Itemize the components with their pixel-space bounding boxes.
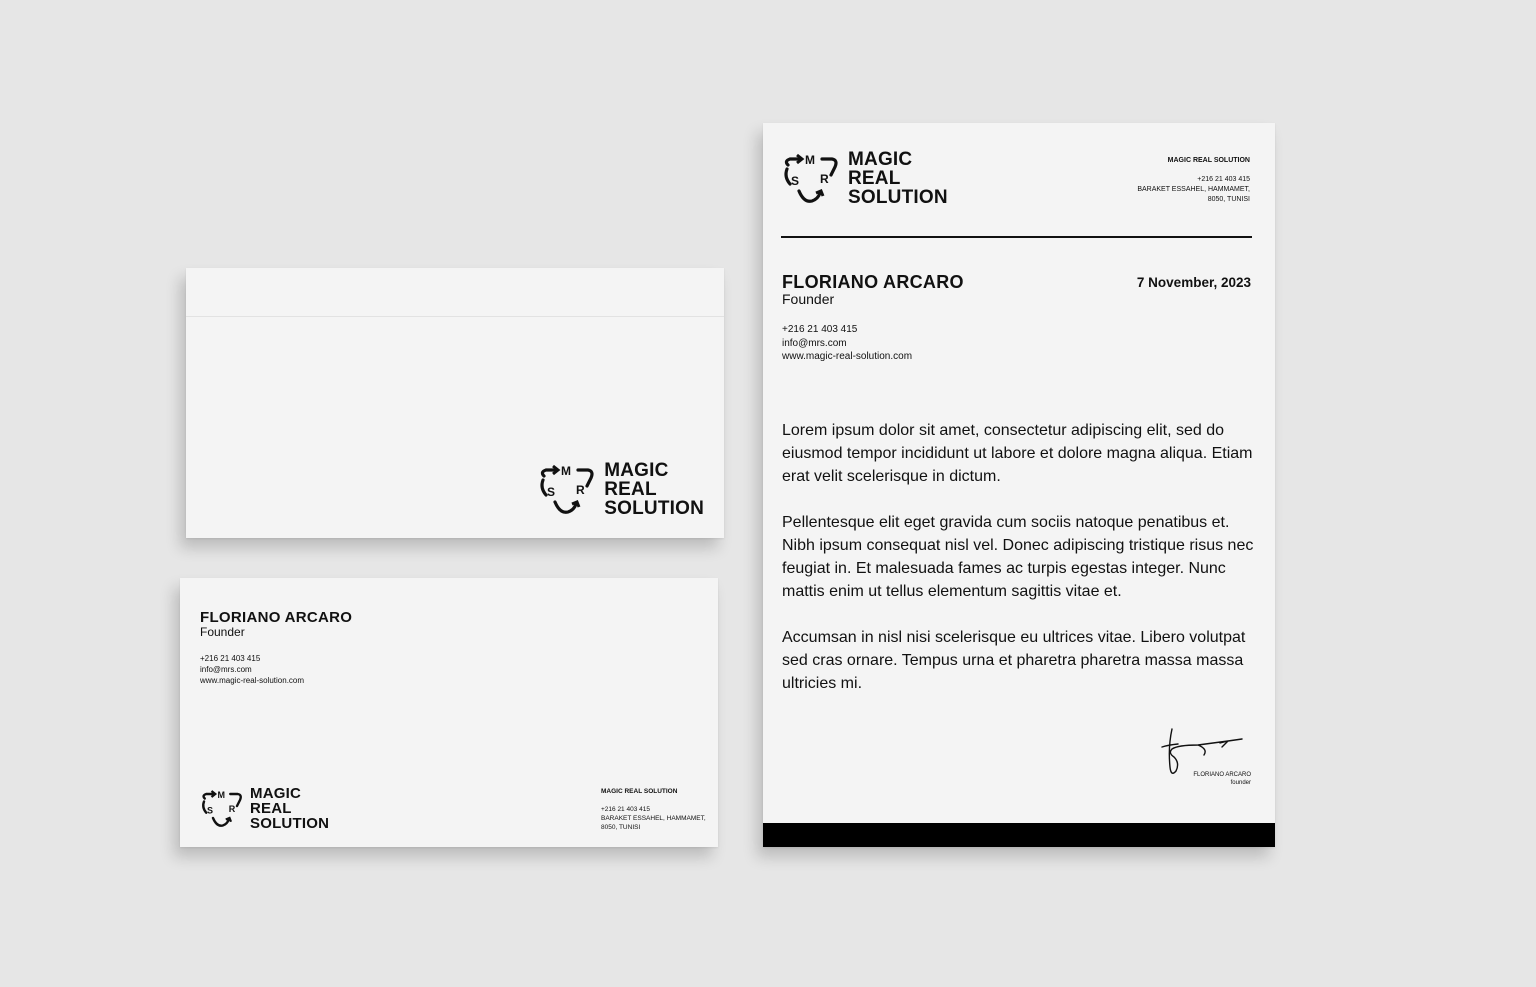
envelope-back [186, 268, 724, 538]
mrs-logo-icon [200, 788, 244, 830]
company-name: MAGIC REAL SOLUTION [601, 788, 678, 795]
envelope-flap [186, 268, 724, 317]
sender-contact [782, 323, 912, 364]
brand-wordmark: MAGIC REAL SOLUTION [604, 460, 704, 519]
sender-role: Founder [782, 291, 835, 307]
body-paragraph: Accumsan in nisl nisi scelerisque eu ultrices vitae. Libero volutpat sed cras ornare. Tempus urna et pharetra pharetra massa massa ultricies mi. [782, 629, 1246, 692]
sender-phone: +216 21 403 415 [200, 654, 261, 663]
letter-date: 7 November, 2023 [1136, 275, 1251, 290]
svg-text:S: S [207, 805, 214, 815]
company-name: MAGIC REAL SOLUTION [1167, 157, 1250, 164]
envelope-front [180, 578, 718, 847]
company-phone: +216 21 403 415 [601, 806, 650, 813]
body-paragraph: Lorem ipsum dolor sit amet, consectetur adipiscing elit, sed do eiusmod tempor incididunt ut labore et dolore magna aliqua. Etiam erat velit scelerisque in dictum. [782, 422, 1253, 485]
company-address-line1: BARAKET ESSAHEL, HAMMAMET, [601, 815, 706, 822]
sender-phone: +216 21 403 415 [782, 324, 858, 335]
company-address-line2: 8050, TUNISI [1207, 196, 1250, 203]
signature-caption: FLORIANO ARCARO founder [1193, 772, 1251, 786]
brand-logo [782, 150, 948, 207]
brand-logo [200, 786, 329, 831]
brand-wordmark: MAGIC REAL SOLUTION [250, 785, 330, 832]
sender-website: www.magic-real-solution.com [200, 676, 305, 685]
svg-text:S: S [547, 484, 556, 499]
sender-contact [200, 653, 304, 686]
brand-wordmark: MAGIC REAL SOLUTION [848, 149, 948, 208]
svg-text:M: M [561, 463, 572, 478]
letter-body [782, 419, 1254, 718]
company-address-block [1137, 156, 1250, 205]
company-address-block [601, 787, 706, 832]
company-address-line1: BARAKET ESSAHEL, HAMMAMET, [1137, 186, 1250, 193]
header-divider [781, 236, 1252, 238]
svg-text:R: R [228, 803, 236, 814]
sender-email: info@mrs.com [200, 665, 252, 674]
brand-logo [538, 461, 704, 518]
svg-text:M: M [217, 789, 225, 800]
company-address-line2: 8050, TUNISI [601, 824, 641, 831]
letterhead [763, 123, 1275, 847]
sender-name: FLORIANO ARCARO [200, 609, 353, 626]
company-phone: +216 21 403 415 [1197, 176, 1250, 183]
footer-bar [763, 823, 1275, 847]
svg-text:S: S [791, 173, 800, 188]
sender-website: www.magic-real-solution.com [782, 351, 913, 362]
svg-text:R: R [576, 482, 585, 497]
sender-name: FLORIANO ARCARO [782, 272, 964, 292]
body-paragraph: Pellentesque elit eget gravida cum sociis natoque penatibus et. Nibh ipsum consequat nisl vel. Donec adipiscing tristique risus nec feugiat in. Et malesuada fames ac turpis egestas integer. Nunc mattis enim ut tellus elementum sagittis vitae et. [782, 514, 1254, 600]
mrs-logo-icon [538, 462, 596, 518]
mrs-logo-icon [782, 151, 840, 207]
sender-role: Founder [200, 625, 245, 639]
svg-text:M: M [805, 152, 815, 167]
svg-text:R: R [820, 171, 829, 186]
sender-email: info@mrs.com [782, 337, 847, 349]
